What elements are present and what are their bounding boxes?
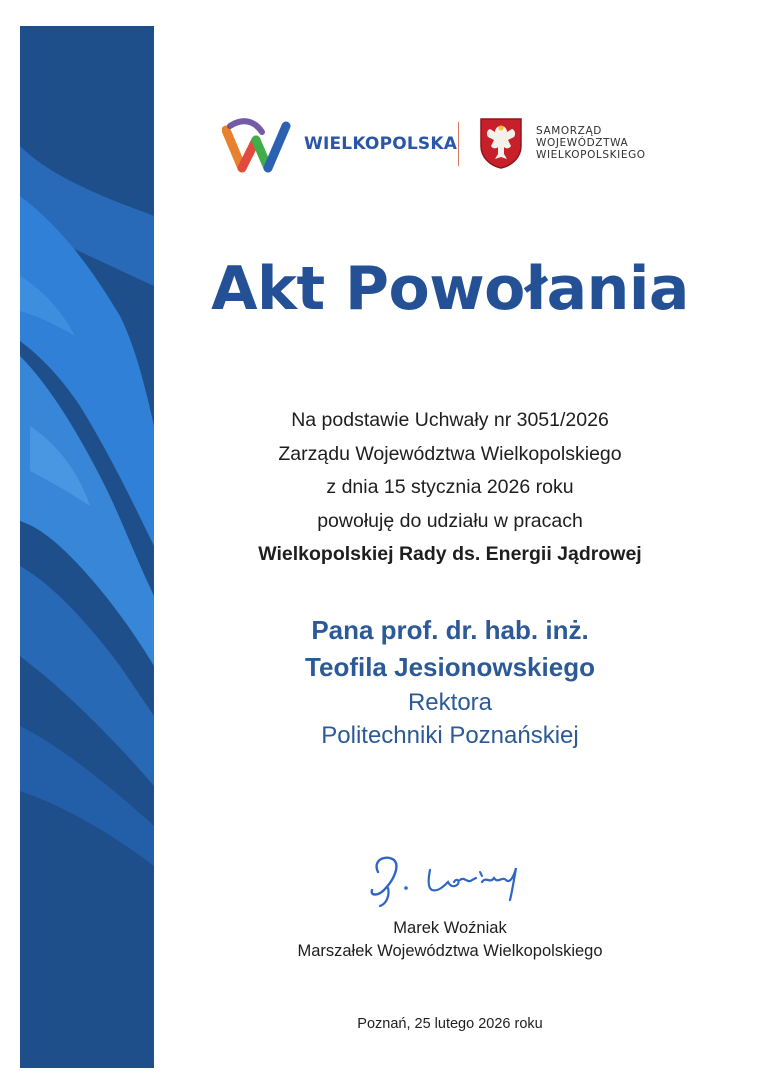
council-name: Wielkopolskiej Rady ds. Energii Jądrowej	[258, 543, 642, 565]
appointee-institution: Politechniki Poznańskiej	[321, 722, 579, 749]
header-logos	[222, 110, 682, 180]
signer-position: Marszałek Województwa Wielkopolskiego	[297, 942, 603, 960]
basis-line: powołuję do udziału w pracach	[317, 509, 583, 532]
basis-line: Na podstawie Uchwały nr 3051/2026	[291, 409, 609, 431]
signer-name: Marek Woźniak	[393, 919, 507, 937]
wielkopolska-brand-text: WIELKOPOLSKA	[304, 134, 458, 154]
basis-line: Zarządu Województwa Wielkopolskiego	[278, 442, 622, 465]
appointee-role: Rektora	[407, 689, 493, 716]
appointee-block	[150, 612, 750, 752]
legal-basis-text	[150, 404, 750, 572]
appointee-title: Pana prof. dr. hab. inż.	[311, 615, 589, 645]
samorzad-line: WIELKOPOLSKIEGO	[536, 149, 646, 161]
signer-block	[150, 917, 750, 963]
samorzad-line: WOJEWÓDZTWA	[536, 137, 629, 149]
samorzad-line: SAMORZĄD	[536, 125, 602, 137]
wielkopolska-logo-icon	[222, 116, 292, 176]
document-title: Akt Powołania	[211, 254, 689, 324]
place-and-date: Poznań, 25 lutego 2026 roku	[357, 1016, 543, 1032]
eagle-crest-icon	[478, 116, 524, 170]
samorzad-text	[536, 125, 646, 161]
appointee-name: Teofila Jesionowskiego	[305, 652, 595, 682]
decorative-blue-band	[20, 26, 154, 1068]
basis-line: z dnia 15 stycznia 2026 roku	[326, 476, 574, 498]
handwritten-signature	[364, 850, 544, 910]
logo-divider	[458, 122, 459, 166]
